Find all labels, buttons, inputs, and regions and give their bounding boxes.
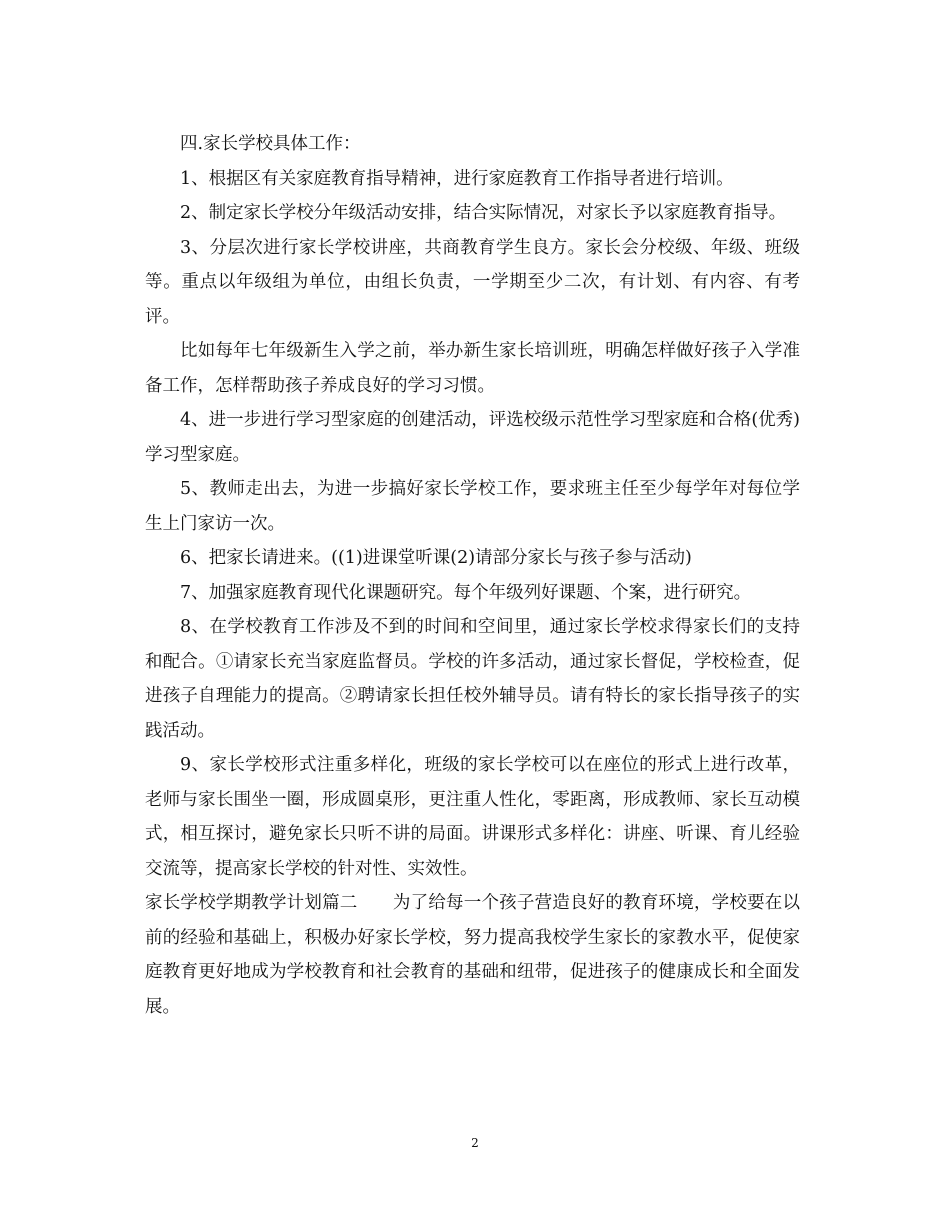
paragraph-item-9: 9、家长学校形式注重多样化，班级的家长学校可以在座位的形式上进行改革，老师与家长围坐一圈，形成圆桌形，更注重人性化，零距离，形成教师、家长互动模式，相互探讨，避免家长只听不讲的局面。讲课形式多样化：讲座、听课、育儿经验交流等，提高家长学校的针对性、实效性。: [145, 755, 800, 879]
paragraph-item-4: 4、进一步进行学习型家庭的创建活动，评选校级示范性学习型家庭和合格(优秀)学习型家庭。: [145, 410, 800, 465]
paragraph-item-7: 7、加强家庭教育现代化课题研究。每个年级列好课题、个案，进行研究。: [180, 582, 752, 603]
paragraph-item-6: 6、把家长请进来。((1)进课堂听课(2)请部分家长与孩子参与活动): [180, 548, 692, 568]
paragraph-item-5: 5、教师走出去，为进一步搞好家长学校工作，要求班主任至少每学年对每位学生上门家访一次。: [145, 479, 800, 534]
paragraph-item-1: 1、根据区有关家庭教育指导精神，进行家庭教育工作指导者进行培训。: [180, 168, 734, 189]
paragraph-item-3: 3、分层次进行家长学校讲座，共商教育学生良方。家长会分校级、年级、班级等。重点以年级组为单位，由组长负责，一学期至少二次，有计划、有内容、有考评。: [145, 237, 800, 327]
document-body: [145, 127, 800, 1024]
paragraph-example: 比如每年七年级新生入学之前，举办新生家长培训班，明确怎样做好孩子入学准备工作，怎样帮助孩子养成良好的学习习惯。: [145, 341, 800, 396]
paragraph-section-two: 家长学校学期教学计划篇二 为了给每一个孩子营造良好的教育环境，学校要在以前的经验和基础上，积极办好家长学校，努力提高我校学生家长的家教水平，促使家庭教育更好地成为学校教育和社会教育的基础和纽带，促进孩子的健康成长和全面发展。: [145, 893, 800, 1017]
page-number: 2: [471, 1136, 479, 1150]
paragraph-item-8: 8、在学校教育工作涉及不到的时间和空间里，通过家长学校求得家长们的支持和配合。①请家长充当家庭监督员。学校的许多活动，通过家长督促，学校检查，促进孩子自理能力的提高。②聘请家长担任校外辅导员。请有特长的家长指导孩子的实践活动。: [145, 617, 800, 741]
paragraph-item-2: 2、制定家长学校分年级活动安排，结合实际情况，对家长予以家庭教育指导。: [180, 203, 787, 223]
section-heading: 四.家长学校具体工作：: [180, 134, 361, 154]
